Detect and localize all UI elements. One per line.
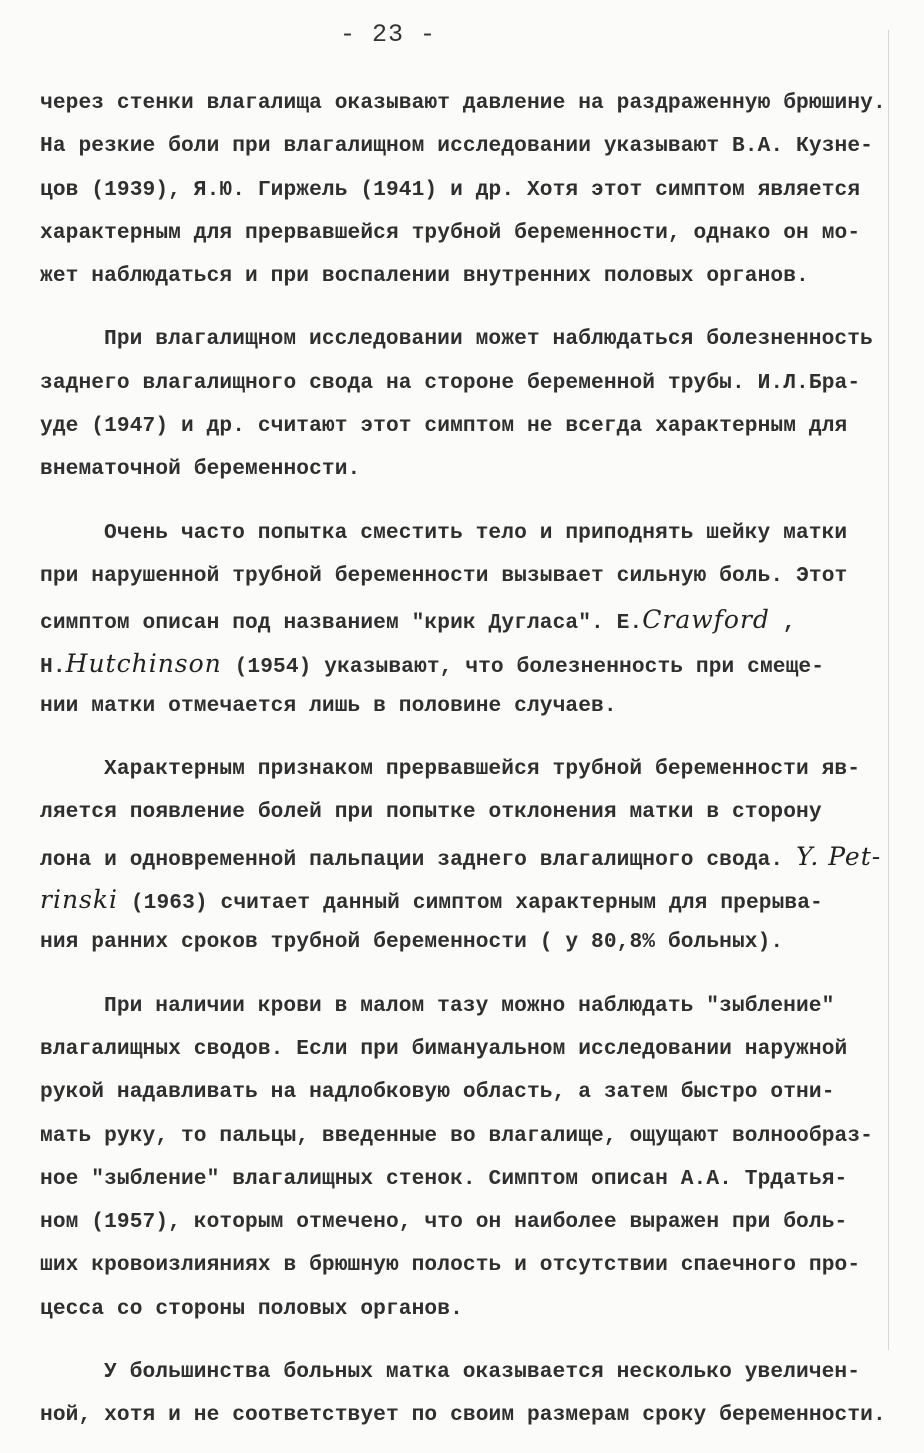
text-line: ния ранних сроков трубной беременности ( у 80,8% больных).: [40, 930, 784, 955]
text-line: жет наблюдаться и при воспалении внутренних половых органов.: [40, 264, 809, 289]
paragraph-1: [40, 82, 892, 298]
text-segment: Н.: [40, 654, 66, 679]
handwritten-name-petrinski-part1: Y. Pet-: [796, 841, 882, 871]
text-line: [40, 835, 892, 878]
text-line: мать руку, то пальцы, введенные во влагалище, ощущают волнообраз-: [40, 1123, 873, 1148]
text-line: При наличии крови в малом тазу можно наблюдать "зыбление": [104, 993, 835, 1018]
text-line: ших кровоизлияниях в брюшную полость и отсутствии спаечного про-: [40, 1253, 861, 1278]
handwritten-name-hutchinson: Hutchinson: [65, 648, 222, 678]
handwritten-name-crawford: Crawford: [642, 605, 770, 635]
text-line: нии матки отмечается лишь в половине случаев.: [40, 693, 617, 718]
paragraph-3: [40, 512, 892, 728]
handwritten-name-petrinski-part2: rinski: [40, 885, 119, 915]
text-segment: ,: [769, 611, 796, 636]
text-segment: симптом описан под названием "крик Дугласа". Е.: [40, 611, 643, 636]
text-line: ное "зыбление" влагалищных стенок. Симптом описан А.А. Трдатья-: [40, 1166, 848, 1191]
text-line: заднего влагалищного свода на стороне беременной трубы. И.Л.Бра-: [40, 370, 861, 395]
text-segment: (1954) указывают, что болезненность при смеще-: [221, 654, 825, 679]
text-line: рукой надавливать на надлобковую область, а затем быстро отни-: [40, 1080, 835, 1105]
paragraph-6: [40, 1351, 892, 1438]
text-line: уде (1947) и др. считают этот симптом не всегда характерным для: [40, 414, 848, 439]
paragraph-5: [40, 985, 892, 1331]
text-line: через стенки влагалища оказывают давление на раздраженную брюшину.: [40, 91, 886, 115]
text-line: влагалищных сводов. Если при бимануальном исследовании наружной: [40, 1036, 848, 1061]
text-line: Характерным признаком прервавшейся трубной беременности яв-: [104, 757, 861, 782]
text-line: внематочной беременности.: [40, 457, 361, 482]
text-line: ном (1957), которым отмечено, что он наиболее выражен при боль-: [40, 1210, 848, 1235]
text-line: цов (1939), Я.Ю. Гиржель (1941) и др. Хотя этот симптом является: [40, 177, 861, 202]
document-body: [40, 82, 892, 1438]
page-number: - 23 -: [339, 20, 436, 49]
text-line: [40, 642, 892, 685]
text-line: ной, хотя и не соответствует по своим размерам сроку беременности.: [40, 1403, 886, 1428]
paragraph-2: [40, 318, 892, 491]
text-line: характерным для прервавшейся трубной беременности, однако он мо-: [40, 220, 861, 245]
text-line: [40, 878, 892, 921]
paragraph-4: [40, 748, 892, 964]
text-line: ляется появление болей при попытке отклонения матки в сторону: [40, 800, 822, 825]
text-line: У большинства больных матка оказывается несколько увеличен-: [104, 1360, 861, 1385]
text-line: при нарушенной трубной беременности вызывает сильную боль. Этот: [40, 563, 848, 588]
text-line: цесса со стороны половых органов.: [40, 1296, 463, 1321]
text-segment: (1963) считает данный симптом характерным для прерыва-: [118, 891, 823, 916]
text-line: Очень часто попытка сместить тело и приподнять шейку матки: [104, 520, 848, 545]
text-line: На резкие боли при влагалищном исследовании указывают В.А. Кузне-: [40, 134, 873, 159]
text-line: При влагалищном исследовании может наблюдаться болезненность: [104, 327, 873, 352]
text-line: [40, 598, 892, 641]
text-segment: лона и одновременной пальпации заднего влагалищного свода.: [40, 847, 797, 872]
